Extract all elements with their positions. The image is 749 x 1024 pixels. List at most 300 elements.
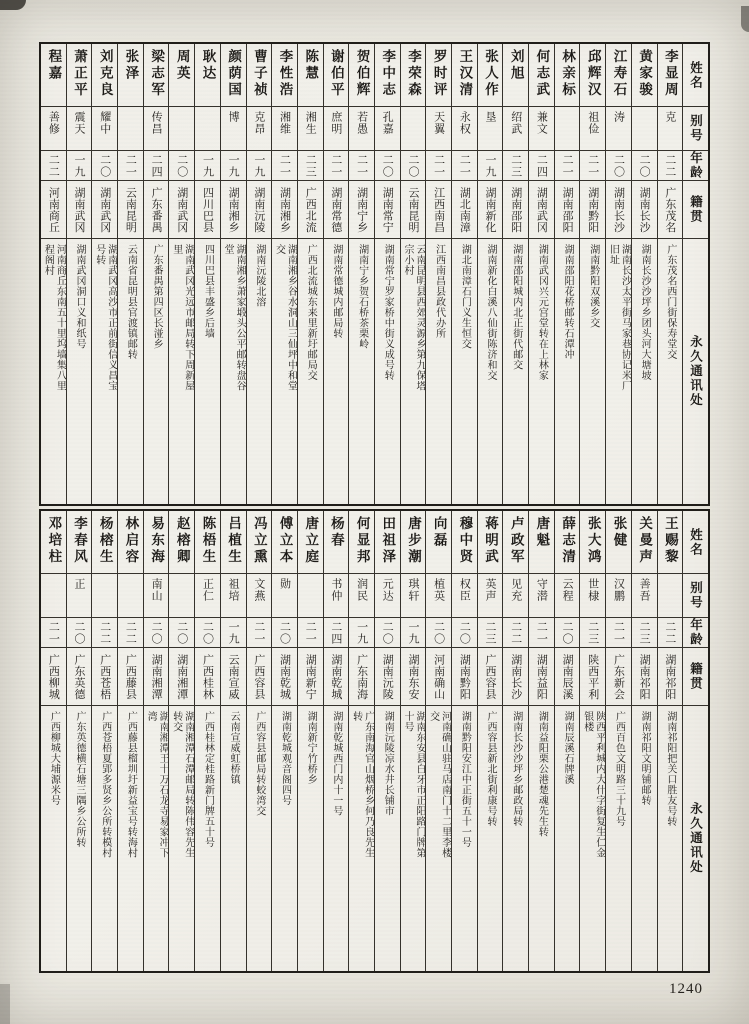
alias-cell-text: 克 — [663, 111, 676, 123]
person-column — [374, 44, 400, 504]
alias-cell — [375, 106, 400, 150]
alias-cell-text: 湘生 — [304, 111, 317, 135]
age-cell — [247, 617, 272, 647]
origin-cell — [375, 647, 400, 705]
name-cell — [349, 44, 374, 106]
age-cell-text: 二二 — [124, 620, 137, 645]
row-header-cell — [683, 647, 708, 705]
alias-cell-text: 勋 — [278, 578, 291, 590]
person-column — [66, 511, 92, 971]
address-cell-text: 湖北南漳石门义生恒交 — [459, 244, 471, 349]
alias-cell — [632, 106, 657, 150]
origin-cell — [247, 647, 272, 705]
name-cell — [452, 511, 477, 573]
origin-cell-text: 湖南乾城 — [329, 653, 342, 700]
name-cell — [606, 44, 631, 106]
age-cell — [658, 617, 683, 647]
scan-artifact — [0, 0, 26, 10]
address-cell-text: 湖南邵阳城内北正街代邮交 — [510, 244, 522, 370]
alias-cell-text: 克昂 — [252, 111, 265, 135]
origin-cell-text: 云南宣威 — [227, 653, 240, 700]
age-cell — [478, 617, 503, 647]
name-cell — [221, 511, 246, 573]
person-column — [348, 511, 374, 971]
row-header-cell — [683, 238, 708, 504]
origin-cell — [169, 647, 194, 705]
age-cell-text: 二四 — [535, 153, 548, 178]
alias-cell-text: 元达 — [381, 578, 394, 602]
origin-cell-text: 湖南沅陵 — [381, 653, 394, 700]
origin-cell-text: 湖南沅陵 — [252, 186, 265, 233]
origin-cell-text: 陕西平利 — [586, 653, 599, 700]
person-column — [117, 511, 143, 971]
row-header-cell — [683, 180, 708, 238]
row-header-cell — [683, 150, 708, 180]
person-column — [425, 44, 451, 504]
alias-cell-text: 震天 — [73, 111, 86, 135]
alias-cell-text: 书仲 — [329, 578, 342, 602]
address-cell-text: 湖南新化白溪八仙街陈济和交 — [485, 244, 497, 381]
name-cell — [658, 44, 683, 106]
age-cell-text: 二一 — [612, 620, 625, 645]
row-header-column — [682, 511, 708, 971]
address-cell — [478, 705, 503, 971]
origin-cell-text: 湖南常宁 — [381, 186, 394, 233]
age-cell-text: 二〇 — [432, 620, 445, 645]
origin-cell-text: 云南昆明 — [124, 186, 137, 233]
address-cell-text: 湖南宁乡贺石桥茶栗岭 — [356, 244, 368, 349]
person-column — [502, 44, 528, 504]
address-cell-text: 广西容县新北街利康号转 — [485, 711, 497, 827]
address-cell — [298, 238, 323, 504]
alias-cell-text: 祖俭 — [586, 111, 599, 135]
address-cell-text: 广东番禺第四区长湴乡 — [151, 244, 163, 349]
age-cell — [118, 150, 143, 180]
age-cell — [401, 617, 426, 647]
age-cell — [169, 617, 194, 647]
person-column — [117, 44, 143, 504]
name-cell — [401, 44, 426, 106]
alias-cell-text: 植英 — [432, 578, 445, 602]
alias-cell — [529, 573, 554, 617]
age-cell-text: 二〇 — [381, 153, 394, 178]
origin-cell-text: 湖南常德 — [329, 186, 342, 233]
origin-cell — [144, 180, 169, 238]
origin-cell — [272, 180, 297, 238]
origin-cell — [606, 647, 631, 705]
age-cell — [41, 617, 66, 647]
origin-cell — [658, 647, 683, 705]
age-cell-text: 二三 — [304, 153, 317, 178]
alias-cell — [67, 573, 92, 617]
address-cell — [375, 705, 400, 971]
name-cell — [169, 511, 194, 573]
origin-cell — [375, 180, 400, 238]
alias-cell-text: 善吾 — [638, 578, 651, 602]
origin-cell-text: 湖南邵阳 — [561, 186, 574, 233]
origin-cell-text: 广西桂林 — [201, 653, 214, 700]
row-header-text: 籍贯 — [688, 662, 703, 691]
age-cell-text: 二一 — [355, 153, 368, 178]
origin-cell-text: 湖南长沙 — [509, 653, 522, 700]
address-cell-text: 广西百色文明路三十九号 — [613, 711, 625, 827]
address-cell-text: 广东英德横石塘三隅乡公所转 — [74, 711, 86, 848]
address-cell — [247, 705, 272, 971]
alias-cell-text: 庶明 — [329, 111, 342, 135]
name-cell — [247, 511, 272, 573]
alias-cell — [92, 106, 117, 150]
alias-cell — [580, 106, 605, 150]
alias-cell — [221, 573, 246, 617]
name-cell — [118, 511, 143, 573]
age-cell-text: 二三 — [509, 153, 522, 178]
age-cell-text: 二三 — [586, 620, 599, 645]
age-cell — [503, 150, 528, 180]
address-cell — [632, 238, 657, 504]
age-cell-text: 二〇 — [98, 153, 111, 178]
person-column — [631, 44, 657, 504]
name-cell — [529, 44, 554, 106]
age-cell — [478, 150, 503, 180]
name-cell-text: 林亲标 — [560, 49, 576, 99]
age-cell — [298, 150, 323, 180]
name-cell-text: 林启容 — [123, 516, 139, 566]
origin-cell-text: 湖南乾城 — [278, 653, 291, 700]
age-cell — [632, 617, 657, 647]
row-header-cell — [683, 573, 708, 617]
alias-cell — [118, 106, 143, 150]
name-cell-text: 颜荫国 — [226, 49, 242, 99]
address-cell-text: 湖南湘潭石潭邮局转陈伟容先生转交 — [170, 711, 194, 858]
person-column — [400, 511, 426, 971]
address-cell-text: 广西柳城大埔源米号 — [48, 711, 60, 806]
age-cell-text: 二一 — [561, 153, 574, 178]
name-cell-text: 刘旭 — [508, 49, 524, 82]
origin-cell — [529, 180, 554, 238]
address-cell — [247, 238, 272, 504]
name-cell-text: 薛志清 — [560, 516, 576, 566]
age-cell-text: 一九 — [484, 153, 497, 178]
address-cell — [92, 705, 117, 971]
alias-cell-text: 天翼 — [432, 111, 445, 135]
address-cell — [41, 238, 66, 504]
person-column — [528, 44, 554, 504]
origin-cell-text: 湖南新宁 — [304, 653, 317, 700]
age-cell — [580, 617, 605, 647]
origin-cell-text: 河南商丘 — [47, 186, 60, 233]
name-cell — [272, 511, 297, 573]
address-cell-text: 广西苍梧夏郢多贤乡公所转模村 — [99, 711, 111, 858]
address-cell — [555, 705, 580, 971]
origin-cell-text: 湖南武冈 — [535, 186, 548, 233]
name-cell — [298, 511, 323, 573]
person-column — [477, 511, 503, 971]
age-cell — [349, 617, 374, 647]
origin-cell-text: 湖南湘乡 — [227, 186, 240, 233]
name-cell-text: 邓培柱 — [46, 516, 62, 566]
alias-cell — [555, 106, 580, 150]
address-cell-text: 湖南黔阳安江中正街五十一号 — [459, 711, 471, 848]
name-cell — [349, 511, 374, 573]
address-cell — [658, 238, 683, 504]
name-cell-text: 刘克良 — [97, 49, 113, 99]
origin-cell — [606, 180, 631, 238]
address-cell-text: 广西藤县榴圳圩新益宝号转海村 — [125, 711, 137, 858]
alias-cell-text: 永权 — [458, 111, 471, 135]
alias-cell-text: 耀中 — [98, 111, 111, 135]
alias-cell — [144, 106, 169, 150]
origin-cell — [298, 180, 323, 238]
alias-cell — [375, 573, 400, 617]
age-cell — [324, 617, 349, 647]
alias-cell-text: 正仁 — [201, 578, 214, 602]
address-cell-text: 湖南黔阳双溪乡交 — [587, 244, 599, 328]
origin-cell — [67, 180, 92, 238]
age-cell-text: 一九 — [73, 153, 86, 178]
person-column — [605, 44, 631, 504]
name-cell — [324, 511, 349, 573]
age-cell — [349, 150, 374, 180]
name-cell — [195, 44, 220, 106]
name-cell-text: 李显周 — [662, 49, 678, 99]
name-cell-text: 王汉清 — [457, 49, 473, 99]
origin-cell-text: 湖南湘乡 — [278, 186, 291, 233]
address-cell-text: 湖南沅陵北溶 — [253, 244, 265, 307]
row-header-text: 永久通讯处 — [688, 802, 703, 875]
alias-cell — [478, 573, 503, 617]
address-cell-text: 湖南祁阳把关口胜友号转 — [664, 711, 676, 827]
address-cell — [529, 238, 554, 504]
name-cell-text: 李春风 — [72, 516, 88, 566]
name-cell-text: 李荣森 — [405, 49, 421, 99]
alias-cell — [298, 106, 323, 150]
address-cell-text: 湖南新宁竹桥乡 — [305, 711, 317, 785]
person-column — [246, 511, 272, 971]
address-cell-text: 湖南湘乡萧家塅头公平邮转盘谷堂 — [222, 244, 246, 391]
alias-cell-text: 云程 — [561, 578, 574, 602]
origin-cell-text: 湖南长沙 — [612, 186, 625, 233]
alias-cell — [349, 106, 374, 150]
name-cell — [452, 44, 477, 106]
origin-cell-text: 湖南祁阳 — [638, 653, 651, 700]
origin-cell — [349, 180, 374, 238]
origin-cell — [580, 647, 605, 705]
name-cell — [529, 511, 554, 573]
alias-cell-text: 南山 — [150, 578, 163, 602]
person-column — [91, 44, 117, 504]
age-cell-text: 二二 — [663, 153, 676, 178]
origin-cell-text: 湖南黔阳 — [586, 186, 599, 233]
address-cell-text: 湖南祁阳文明铺邮转 — [639, 711, 651, 806]
age-cell-text: 二一 — [458, 153, 471, 178]
person-column — [579, 44, 605, 504]
age-cell — [272, 617, 297, 647]
alias-cell — [144, 573, 169, 617]
age-cell — [169, 150, 194, 180]
address-cell-text: 湖南辰溪石牌溪 — [562, 711, 574, 785]
origin-cell — [67, 647, 92, 705]
person-column — [400, 44, 426, 504]
name-cell-text: 向磊 — [431, 516, 447, 549]
alias-cell — [298, 573, 323, 617]
age-cell — [144, 150, 169, 180]
name-cell-text: 田祖泽 — [380, 516, 396, 566]
alias-cell — [658, 106, 683, 150]
alias-cell-text: 润民 — [355, 578, 368, 602]
name-cell-text: 关曼声 — [637, 516, 653, 566]
origin-cell-text: 湖南宁乡 — [355, 186, 368, 233]
person-column — [143, 511, 169, 971]
origin-cell-text: 广西藤县 — [124, 653, 137, 700]
address-cell-text: 广东南海官山烟桥乡何乃良先生转 — [350, 711, 374, 858]
alias-cell-text: 兼文 — [535, 111, 548, 135]
alias-cell-text: 涛 — [612, 111, 625, 123]
age-cell — [426, 150, 451, 180]
alias-cell — [92, 573, 117, 617]
name-cell-text: 杨榕生 — [97, 516, 113, 566]
age-cell-text: 一九 — [227, 153, 240, 178]
address-cell — [272, 705, 297, 971]
age-cell-text: 一九 — [227, 620, 240, 645]
row-header-text: 年龄 — [688, 618, 703, 647]
name-cell — [118, 44, 143, 106]
age-cell-text: 二一 — [252, 620, 265, 645]
origin-cell-text: 湖南辰溪 — [561, 653, 574, 700]
origin-cell-text: 湖南邵阳 — [509, 186, 522, 233]
name-cell — [555, 511, 580, 573]
age-cell — [529, 617, 554, 647]
origin-cell — [401, 180, 426, 238]
age-cell-text: 二一 — [278, 153, 291, 178]
age-cell-text: 一九 — [406, 620, 419, 645]
name-cell-text: 谢伯平 — [328, 49, 344, 99]
person-column — [657, 511, 683, 971]
name-cell — [67, 44, 92, 106]
address-cell — [221, 238, 246, 504]
alias-cell — [349, 573, 374, 617]
address-cell — [606, 238, 631, 504]
age-cell-text: 二〇 — [561, 620, 574, 645]
person-column — [41, 44, 66, 504]
address-cell-text: 广西桂林定桂路新门牌五十号 — [202, 711, 214, 848]
row-header-cell — [683, 511, 708, 573]
name-cell-text: 易东海 — [149, 516, 165, 566]
address-cell — [452, 238, 477, 504]
address-cell-text: 湖南武冈高沙市正前街信义昌宝号转 — [93, 244, 117, 391]
alias-cell — [41, 106, 66, 150]
person-column — [41, 511, 66, 971]
age-cell — [529, 150, 554, 180]
person-column — [477, 44, 503, 504]
row-header-cell — [683, 617, 708, 647]
age-cell — [221, 150, 246, 180]
name-cell — [632, 511, 657, 573]
name-cell-text: 何显邦 — [354, 516, 370, 566]
origin-cell-text: 广西苍梧 — [98, 653, 111, 700]
origin-cell-text: 湖南黔阳 — [458, 653, 471, 700]
alias-cell — [632, 573, 657, 617]
age-cell-text: 一九 — [355, 620, 368, 645]
age-cell — [195, 617, 220, 647]
age-cell-text: 二〇 — [406, 153, 419, 178]
address-cell — [555, 238, 580, 504]
alias-cell — [503, 106, 528, 150]
age-cell-text: 二二 — [663, 620, 676, 645]
origin-cell-text: 湖南新化 — [484, 186, 497, 233]
origin-cell-text: 湖南祁阳 — [663, 653, 676, 700]
address-cell — [580, 238, 605, 504]
name-cell-text: 贺伯辉 — [354, 49, 370, 99]
alias-cell-text: 善修 — [47, 111, 60, 135]
address-cell — [632, 705, 657, 971]
address-cell-text: 湖南长沙沙坪乡邮政局转 — [510, 711, 522, 827]
address-cell-text: 云南昆明县西郊灵源乡第九保塔宗小村 — [401, 244, 425, 391]
name-cell — [503, 44, 528, 106]
name-cell-text: 张泽 — [123, 49, 139, 82]
address-cell — [324, 238, 349, 504]
alias-cell — [401, 106, 426, 150]
age-cell — [298, 617, 323, 647]
name-cell-text: 陈梧生 — [200, 516, 216, 566]
alias-cell — [247, 106, 272, 150]
name-cell — [272, 44, 297, 106]
alias-cell — [169, 106, 194, 150]
address-cell — [503, 705, 528, 971]
origin-cell-text: 广东南海 — [355, 653, 368, 700]
person-column — [579, 511, 605, 971]
origin-cell-text: 广西容县 — [484, 653, 497, 700]
origin-cell — [426, 180, 451, 238]
page-number: 1240 — [669, 981, 703, 997]
origin-cell-text: 广东英德 — [73, 653, 86, 700]
person-column — [297, 44, 323, 504]
origin-cell-text: 广西容县 — [252, 653, 265, 700]
origin-cell-text: 广西北流 — [304, 186, 317, 233]
name-cell-text: 曹子祯 — [251, 49, 267, 99]
name-cell-text: 杨春 — [328, 516, 344, 549]
alias-cell — [41, 573, 66, 617]
age-cell-text: 二〇 — [175, 153, 188, 178]
person-column — [451, 44, 477, 504]
person-column — [631, 511, 657, 971]
address-cell — [118, 238, 143, 504]
address-cell-text: 广西容县邮局转蛟湾交 — [253, 711, 265, 816]
name-cell-text: 周英 — [174, 49, 190, 82]
person-column — [168, 511, 194, 971]
origin-cell — [247, 180, 272, 238]
person-column — [323, 511, 349, 971]
address-cell — [426, 705, 451, 971]
alias-cell — [195, 106, 220, 150]
age-cell-text: 二〇 — [612, 153, 625, 178]
address-cell-text: 湖南长沙沙坪乡团头河大塘坡 — [639, 244, 651, 381]
origin-cell — [426, 647, 451, 705]
address-cell — [349, 705, 374, 971]
person-column — [194, 511, 220, 971]
origin-cell-text: 湖南湘潭 — [150, 653, 163, 700]
address-cell-text: 江西南昌县政代办所 — [433, 244, 445, 339]
origin-cell-text: 河南确山 — [432, 653, 445, 700]
origin-cell-text: 广东新会 — [612, 653, 625, 700]
age-cell-text: 二一 — [124, 153, 137, 178]
age-cell-text: 二一 — [329, 153, 342, 178]
age-cell — [658, 150, 683, 180]
person-column — [425, 511, 451, 971]
address-cell — [92, 238, 117, 504]
age-cell-text: 二一 — [304, 620, 317, 645]
address-cell-text: 广西北流城东来里新圩邮局交 — [305, 244, 317, 381]
name-cell — [298, 44, 323, 106]
